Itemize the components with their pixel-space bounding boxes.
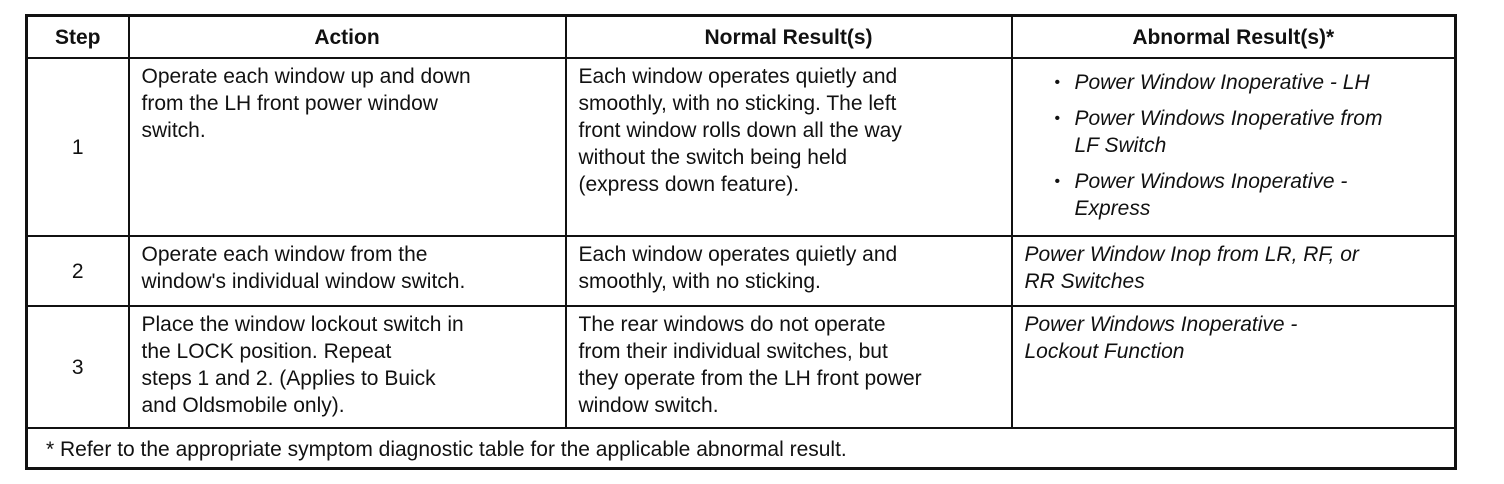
header-row: [27, 16, 1456, 59]
action-cell: Place the window lockout switch in the LOCK position. Repeat steps 1 and 2. (Applies to Buick and Oldsmobile only).: [129, 306, 566, 428]
abnormal-result-cell: Power Window Inop from LR, RF, or RR Switches: [1012, 236, 1456, 306]
footnote: * Refer to the appropriate symptom diagnostic table for the applicable abnormal result.: [27, 428, 1456, 469]
normal-result-cell: The rear windows do not operate from their individual switches, but they operate from the LH front power window switch.: [566, 306, 1012, 428]
table-row: [27, 58, 1456, 236]
list-item: [1025, 168, 1443, 222]
step-number: 3: [27, 306, 129, 428]
table-row: [27, 306, 1456, 428]
header-abnormal-results: Abnormal Result(s)*: [1012, 16, 1456, 59]
header-action: Action: [129, 16, 566, 59]
bullet-icon: •: [1054, 173, 1061, 190]
step-number: 2: [27, 236, 129, 306]
action-cell: Operate each window up and down from the LH front power window switch.: [129, 58, 566, 236]
step-number: 1: [27, 58, 129, 236]
abnormal-result-cell: [1012, 58, 1456, 236]
bullet-icon: •: [1054, 74, 1061, 91]
normal-result-cell: Each window operates quietly and smoothly, with no sticking. The left front window rolls down all the way without the switch being held (express down feature).: [566, 58, 1012, 236]
normal-result-cell: Each window operates quietly and smoothly, with no sticking.: [566, 236, 1012, 306]
header-step: Step: [27, 16, 129, 59]
abnormal-result-link-text: Power Window Inoperative - LH: [1074, 71, 1370, 94]
abnormal-result-cell: Power Windows Inoperative - Lockout Function: [1012, 306, 1456, 428]
list-item: [1025, 105, 1443, 159]
diagnostic-table: [25, 14, 1457, 470]
abnormal-result-link-text: Power Windows Inoperative from LF Switch: [1074, 107, 1383, 157]
bullet-icon: •: [1054, 110, 1061, 127]
abnormal-result-list: [1025, 69, 1443, 222]
table-row: [27, 236, 1456, 306]
action-cell: Operate each window from the window's individual window switch.: [129, 236, 566, 306]
abnormal-result-link-text: Power Windows Inoperative - Express: [1074, 170, 1348, 220]
header-normal-results: Normal Result(s): [566, 16, 1012, 59]
list-item: [1025, 69, 1443, 96]
footnote-row: [27, 428, 1456, 469]
